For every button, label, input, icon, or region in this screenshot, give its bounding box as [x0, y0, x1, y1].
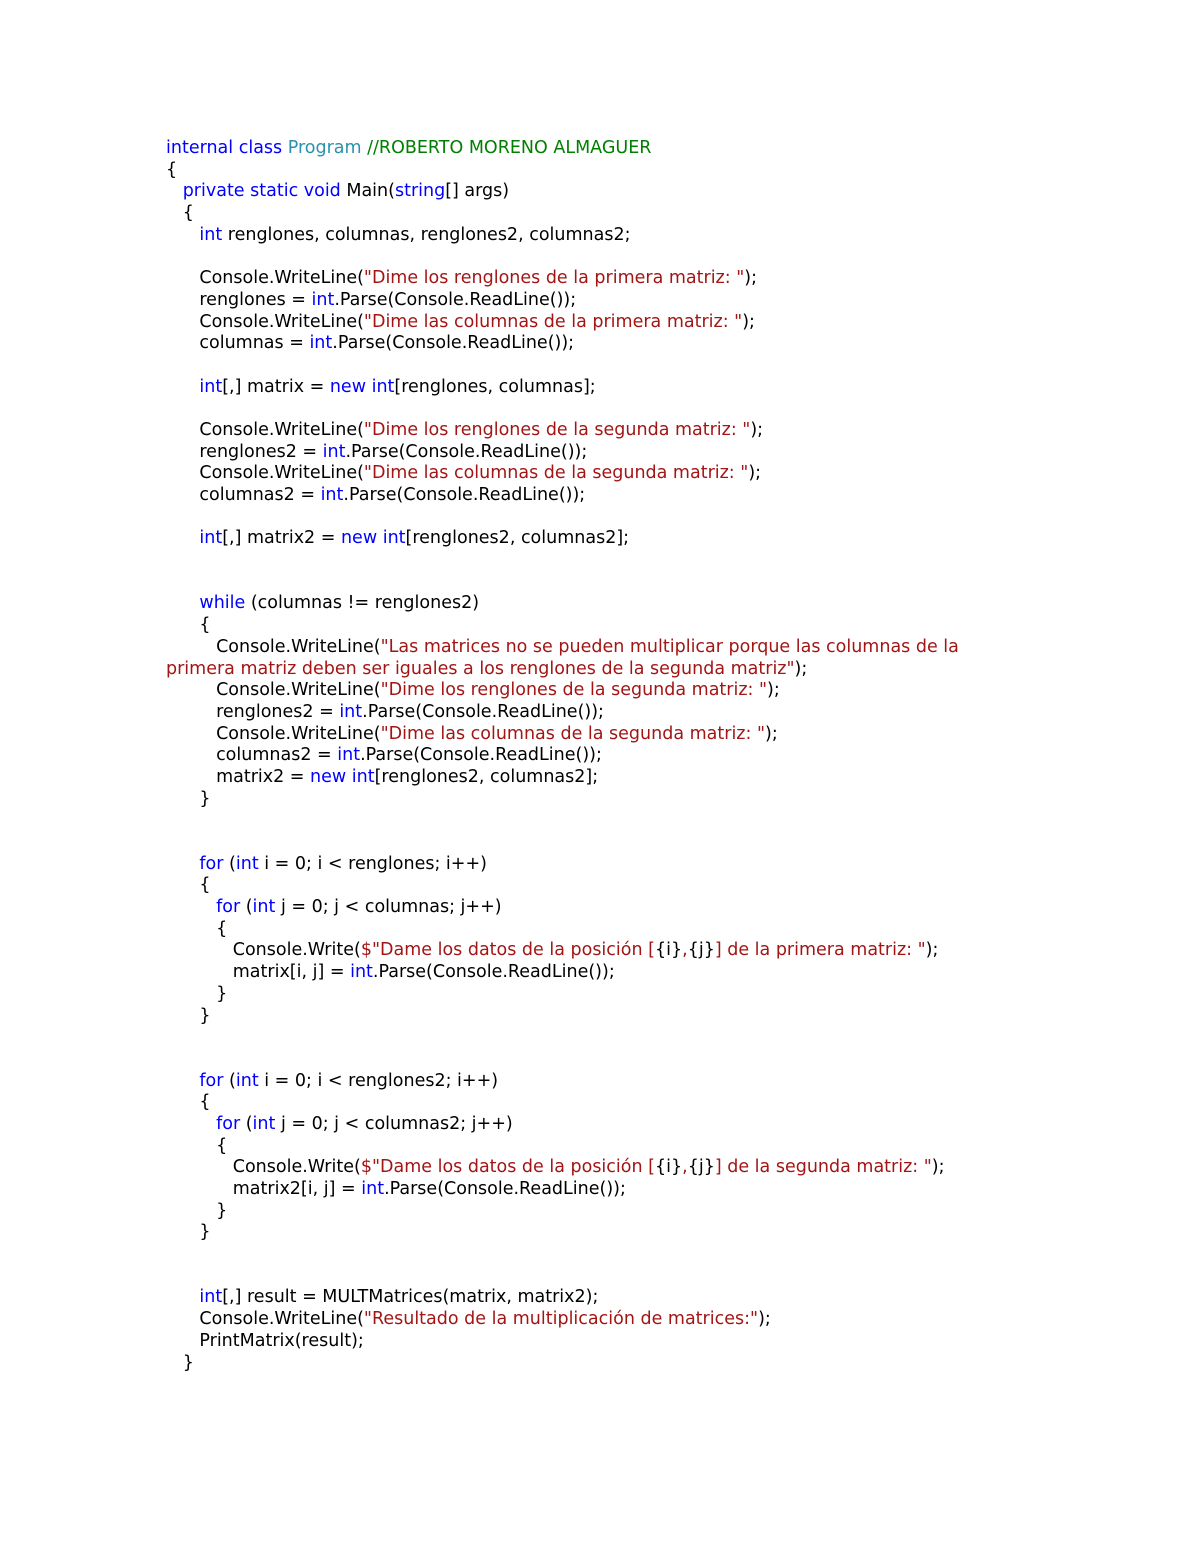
code-token-cm: //ROBERTO MORENO ALMAGUER [367, 138, 652, 158]
code-token-plain: } [166, 1200, 228, 1221]
code-token-plain: ( [229, 853, 236, 874]
code-line [166, 637, 1046, 659]
code-token-plain: {j} [687, 940, 715, 961]
code-token-plain: [,] result = MULTMatrices(matrix, matrix2); [222, 1287, 599, 1308]
code-token-plain: Console.Write( [166, 940, 361, 961]
code-line [166, 333, 1046, 355]
code-token-str: "Dime las columnas de la segunda matriz: " [363, 463, 749, 484]
code-token-plain: renglones = [166, 289, 312, 310]
code-token-plain: Console.WriteLine( [166, 636, 381, 657]
code-line [166, 160, 1046, 182]
code-line [166, 940, 1046, 962]
code-blank-line [166, 1244, 1046, 1266]
code-token-plain: { [166, 203, 194, 224]
code-token-str: "Dime los renglones de la segunda matriz: " [363, 419, 751, 440]
code-token-plain: matrix[i, j] = [166, 962, 351, 983]
code-token-kw: int [311, 289, 335, 310]
code-token-kw: int [309, 333, 333, 354]
code-token-str: $"Dame los datos de la posición [ [360, 940, 655, 961]
code-token-plain: { [166, 1092, 211, 1113]
code-token-plain: i = 0; i < renglones; i++) [264, 853, 487, 874]
code-line [166, 897, 1046, 919]
code-line [166, 1071, 1046, 1093]
code-token-plain: renglones, columnas, renglones2, columnas2; [227, 224, 631, 245]
code-token-plain: (columnas != renglones2) [250, 593, 480, 614]
code-token-plain: Console.WriteLine( [166, 463, 364, 484]
code-token-plain: matrix2 = [166, 766, 311, 787]
code-token-plain: Console.WriteLine( [166, 680, 381, 701]
code-token-str: "Dime los renglones de la primera matriz: " [363, 268, 745, 289]
code-token-kw: int [199, 224, 228, 245]
code-line [166, 1331, 1046, 1353]
code-blank-line [166, 832, 1046, 854]
code-token-kw: string [394, 181, 446, 202]
code-token-plain [166, 528, 199, 548]
code-token-kw: int [339, 701, 363, 722]
code-line [166, 1309, 1046, 1331]
code-token-plain: ); [750, 419, 764, 440]
code-token-plain: ); [748, 463, 762, 484]
code-line [166, 1092, 1046, 1114]
code-line [166, 745, 1046, 767]
code-blank-line [166, 246, 1046, 268]
code-token-plain: i = 0; i < renglones2; i++) [264, 1070, 499, 1091]
code-blank-line [166, 550, 1046, 572]
code-token-plain: [renglones, columnas]; [394, 376, 596, 397]
code-line [166, 659, 1046, 681]
code-token-str: "Resultado de la multiplicación de matrices:" [363, 1309, 759, 1330]
code-token-plain: j = 0; j < columnas; j++) [280, 897, 502, 918]
code-token-kw: int [252, 897, 281, 918]
code-blank-line [166, 572, 1046, 594]
code-blank-line [166, 1266, 1046, 1288]
code-token-kw: int [320, 485, 344, 505]
code-listing [166, 138, 1046, 1374]
code-token-plain: columnas2 = [166, 745, 338, 766]
code-token-plain: { [166, 875, 211, 896]
code-blank-line [166, 398, 1046, 420]
code-line [166, 485, 1046, 507]
code-token-plain: ); [931, 1157, 945, 1178]
code-token-plain: [,] matrix = [222, 376, 330, 397]
code-token-str: "Dime las columnas de la primera matriz: " [363, 311, 743, 332]
code-blank-line [166, 1027, 1046, 1049]
code-token-plain: Main( [346, 181, 395, 202]
code-token-plain [166, 1071, 199, 1091]
code-line [166, 680, 1046, 702]
code-line [166, 1201, 1046, 1223]
code-token-plain: .Parse(Console.ReadLine()); [372, 962, 615, 983]
code-token-plain: columnas2 = [166, 485, 321, 505]
code-token-plain: { [166, 615, 211, 636]
code-token-plain: Console.WriteLine( [166, 723, 381, 744]
code-line [166, 1222, 1046, 1244]
code-token-plain: ); [758, 1309, 771, 1330]
code-token-plain: ( [245, 1113, 253, 1134]
code-token-plain: .Parse(Console.ReadLine()); [360, 745, 602, 766]
code-token-plain: [,] matrix2 = [222, 528, 341, 549]
code-line [166, 268, 1046, 290]
code-token-plain: [] args) [445, 181, 510, 202]
code-line [166, 854, 1046, 876]
code-token-plain: ); [925, 940, 939, 961]
code-line [166, 181, 1046, 203]
code-token-kw: new int [340, 528, 406, 549]
code-line [166, 463, 1046, 485]
code-token-plain: .Parse(Console.ReadLine()); [334, 289, 577, 310]
code-token-plain: [renglones2, columnas2]; [405, 528, 630, 549]
code-token-str: primera matriz deben ser iguales a los renglones de la segunda matriz" [166, 658, 795, 679]
code-token-str: ] de la primera matriz: " [714, 940, 926, 961]
code-token-plain: {i} [654, 1157, 683, 1178]
code-line [166, 1287, 1046, 1309]
code-token-kw: for [216, 897, 246, 918]
code-token-plain: .Parse(Console.ReadLine()); [345, 441, 588, 462]
code-token-plain: Console.WriteLine( [166, 419, 364, 440]
code-token-str: , [682, 1157, 688, 1178]
code-line [166, 984, 1046, 1006]
code-token-plain [166, 181, 183, 201]
code-line [166, 875, 1046, 897]
code-token-plain: {i} [654, 940, 683, 961]
code-token-kw: int [199, 376, 223, 397]
code-line [166, 1179, 1046, 1201]
code-token-kw: int [350, 962, 373, 983]
code-token-kw: int [199, 528, 223, 549]
code-line [166, 593, 1046, 615]
code-token-kw: int [337, 745, 361, 766]
code-line [166, 290, 1046, 312]
code-blank-line [166, 810, 1046, 832]
code-token-plain [166, 1287, 199, 1307]
code-token-plain: ( [245, 897, 253, 918]
code-token-plain [166, 854, 199, 874]
code-token-plain: Console.WriteLine( [166, 311, 364, 332]
code-line [166, 1157, 1046, 1179]
code-line [166, 138, 1046, 160]
code-token-str: "Las matrices no se pueden multiplicar porque las columnas de la [380, 636, 959, 657]
code-token-plain: { [166, 1135, 228, 1156]
code-token-kw: int [235, 853, 265, 874]
code-token-plain: Console.WriteLine( [166, 1309, 364, 1330]
code-token-plain: .Parse(Console.ReadLine()); [332, 333, 575, 354]
code-token-kw: while [199, 593, 251, 614]
code-token-plain: [renglones2, columnas2]; [374, 766, 599, 787]
code-token-str: "Dime los renglones de la segunda matriz: " [380, 680, 768, 701]
code-line [166, 1114, 1046, 1136]
code-token-kw: internal class [166, 138, 288, 158]
code-blank-line [166, 355, 1046, 377]
code-line [166, 789, 1046, 811]
code-token-plain: PrintMatrix(result); [166, 1330, 364, 1351]
code-token-plain: ( [229, 1070, 236, 1091]
code-token-kw: private static void [182, 181, 347, 202]
code-token-plain: columnas = [166, 333, 310, 354]
code-token-plain: ); [742, 311, 755, 332]
code-token-plain: } [166, 788, 211, 809]
code-token-kw: for [216, 1113, 246, 1134]
code-token-plain: Console.Write( [166, 1157, 361, 1178]
code-token-plain: ); [767, 680, 780, 701]
code-token-str: "Dime las columnas de la segunda matriz: " [380, 723, 766, 744]
code-line [166, 312, 1046, 334]
code-line [166, 615, 1046, 637]
code-line [166, 442, 1046, 464]
code-line [166, 767, 1046, 789]
code-token-plain: .Parse(Console.ReadLine()); [362, 701, 604, 722]
code-token-plain [166, 1114, 216, 1134]
code-token-str: $"Dame los datos de la posición [ [360, 1157, 655, 1178]
code-line [166, 203, 1046, 225]
code-line [166, 962, 1046, 984]
code-token-plain: j = 0; j < columnas2; j++) [280, 1113, 513, 1134]
code-token-kw: new int [329, 376, 395, 397]
code-token-plain: { [166, 159, 178, 180]
code-token-plain [166, 377, 199, 397]
code-token-plain: } [166, 983, 228, 1004]
code-token-plain: } [166, 1352, 194, 1373]
code-line [166, 919, 1046, 941]
code-token-kw: int [361, 1179, 385, 1199]
code-token-kw: int [252, 1113, 281, 1134]
code-token-plain: } [166, 1222, 211, 1243]
code-token-plain: ); [794, 658, 808, 679]
code-token-kw: new int [310, 766, 375, 787]
code-token-ty: Program [287, 138, 368, 158]
code-token-plain: ); [744, 268, 757, 289]
code-token-plain [166, 225, 199, 245]
code-line [166, 724, 1046, 746]
code-line [166, 377, 1046, 399]
code-blank-line [166, 507, 1046, 529]
code-line [166, 225, 1046, 247]
code-token-plain: ); [765, 723, 778, 744]
code-token-plain: .Parse(Console.ReadLine()); [384, 1179, 626, 1199]
code-token-plain: Console.WriteLine( [166, 268, 364, 289]
code-line [166, 1136, 1046, 1158]
code-blank-line [166, 1049, 1046, 1071]
code-token-kw: for [199, 1070, 230, 1091]
code-token-plain: renglones2 = [166, 441, 323, 462]
code-token-kw: int [322, 441, 346, 462]
code-token-kw: int [235, 1070, 265, 1091]
code-line [166, 420, 1046, 442]
code-token-plain: .Parse(Console.ReadLine()); [343, 485, 586, 505]
code-token-plain: renglones2 = [166, 701, 340, 722]
code-token-plain: matrix2[i, j] = [166, 1179, 362, 1199]
code-line [166, 1006, 1046, 1028]
code-token-kw: int [199, 1287, 223, 1308]
code-token-plain [166, 897, 216, 917]
code-token-plain [166, 593, 199, 613]
code-token-str: ] de la segunda matriz: " [714, 1157, 932, 1178]
code-token-plain: {j} [687, 1157, 715, 1178]
code-token-kw: for [199, 853, 230, 874]
code-line [166, 1353, 1046, 1375]
code-token-plain: { [166, 918, 228, 939]
code-token-str: , [682, 940, 688, 961]
code-token-plain: } [166, 1005, 211, 1026]
code-line [166, 702, 1046, 724]
code-line [166, 528, 1046, 550]
